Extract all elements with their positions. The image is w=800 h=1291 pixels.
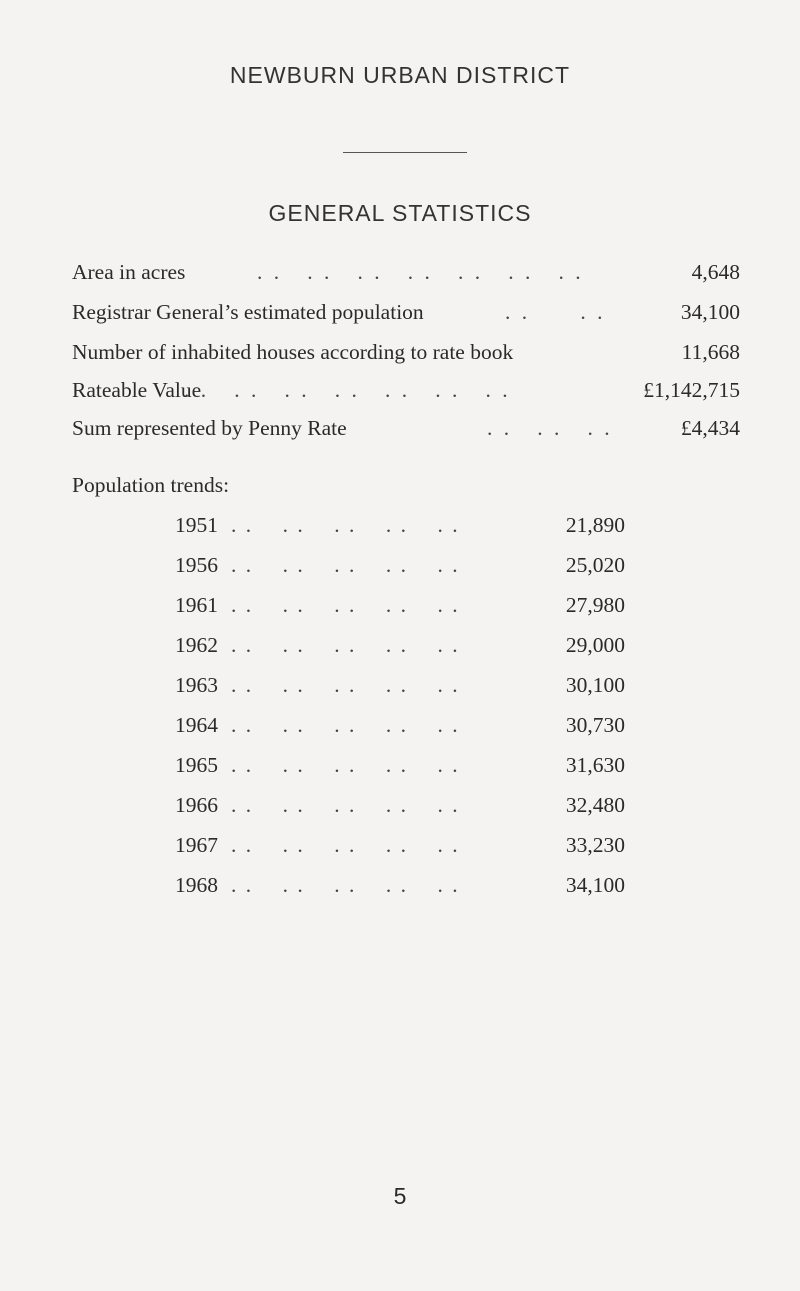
statistic-row bbox=[72, 336, 740, 368]
population-trends-label: Population trends: bbox=[72, 473, 230, 497]
trend-year: 1967 bbox=[175, 833, 218, 857]
leader-dots: . . . . . . . . . . bbox=[231, 633, 460, 657]
trend-value: 30,100 bbox=[565, 673, 625, 697]
trend-value: 21,890 bbox=[565, 513, 625, 537]
leader-dots: . . . . . . . . . . bbox=[231, 833, 460, 857]
trend-year: 1956 bbox=[175, 553, 218, 577]
leader-dots: . . . . . . . . . . . . . . bbox=[184, 378, 511, 402]
leader-dots: . . . . . . . . . . bbox=[231, 553, 460, 577]
leader-dots: . . . . . . . . . . bbox=[231, 513, 460, 537]
trend-value: 30,730 bbox=[565, 713, 625, 737]
population-trend-row bbox=[175, 709, 625, 741]
statistic-value: £1,142,715 bbox=[643, 378, 740, 402]
leader-dots: . . . . . . . . . . bbox=[231, 793, 460, 817]
statistic-row bbox=[72, 412, 740, 444]
population-trend-row bbox=[175, 589, 625, 621]
statistic-row bbox=[72, 296, 740, 328]
population-trend-row bbox=[175, 749, 625, 781]
statistic-row bbox=[72, 374, 740, 406]
statistic-value: 34,100 bbox=[680, 300, 740, 324]
trend-value: 29,000 bbox=[565, 633, 625, 657]
trend-value: 34,100 bbox=[565, 873, 625, 897]
trend-year: 1966 bbox=[175, 793, 218, 817]
population-trend-row bbox=[175, 549, 625, 581]
statistic-label: Sum represented by Penny Rate bbox=[72, 416, 347, 440]
population-trend-row bbox=[175, 829, 625, 861]
trend-value: 31,630 bbox=[565, 753, 625, 777]
district-heading: NEWBURN URBAN DISTRICT bbox=[229, 62, 571, 88]
trend-year: 1964 bbox=[175, 713, 218, 737]
trend-year: 1951 bbox=[175, 513, 218, 537]
population-trend-row bbox=[175, 869, 625, 901]
population-trend-row bbox=[175, 509, 625, 541]
statistic-label: Area in acres bbox=[72, 260, 186, 284]
leader-dots: . . . . . . bbox=[487, 416, 613, 440]
statistic-row bbox=[72, 256, 740, 288]
trend-year: 1961 bbox=[175, 593, 218, 617]
population-trend-row bbox=[175, 789, 625, 821]
leader-dots: . . . . . . . . . . bbox=[231, 673, 460, 697]
leader-dots: . . . . . . . . . . bbox=[231, 873, 460, 897]
statistic-value: 11,668 bbox=[681, 340, 740, 364]
section-divider bbox=[343, 152, 467, 153]
statistic-value: £4,434 bbox=[680, 416, 740, 440]
population-trend-row bbox=[175, 629, 625, 661]
leader-dots: . . . . bbox=[505, 300, 606, 324]
trend-value: 33,230 bbox=[565, 833, 625, 857]
trend-year: 1962 bbox=[175, 633, 218, 657]
page-number: 5 bbox=[393, 1183, 407, 1209]
leader-dots: . . . . . . . . . . . . . . bbox=[257, 260, 584, 284]
trend-year: 1963 bbox=[175, 673, 218, 697]
leader-dots: . . . . . . . . . . bbox=[231, 713, 460, 737]
trend-year: 1968 bbox=[175, 873, 218, 897]
trend-value: 25,020 bbox=[565, 553, 625, 577]
statistic-label: Registrar General’s estimated population bbox=[72, 300, 424, 324]
statistic-label: Rateable Value bbox=[72, 378, 202, 402]
leader-dots: . . . . . . . . . . bbox=[231, 593, 460, 617]
trend-value: 32,480 bbox=[565, 793, 625, 817]
trend-value: 27,980 bbox=[565, 593, 625, 617]
statistic-label: Number of inhabited houses according to rate book bbox=[72, 340, 514, 364]
trend-year: 1965 bbox=[175, 753, 218, 777]
statistic-value: 4,648 bbox=[691, 260, 740, 284]
leader-dots: . . . . . . . . . . bbox=[231, 753, 460, 777]
population-trend-row bbox=[175, 669, 625, 701]
section-title: GENERAL STATISTICS bbox=[268, 200, 532, 226]
